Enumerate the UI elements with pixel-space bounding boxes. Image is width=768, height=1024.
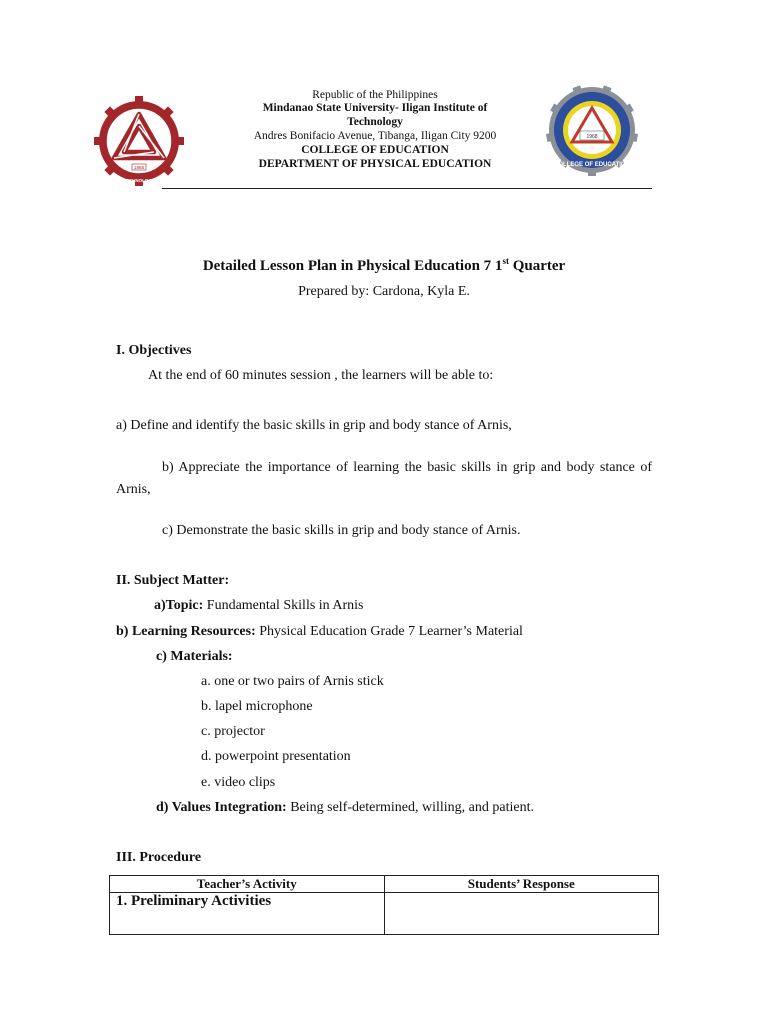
procedure-table bbox=[109, 875, 659, 935]
material-item: a. one or two pairs of Arnis stick bbox=[201, 674, 384, 689]
topic-line: a)Topic: Fundamental Skills in Arnis bbox=[154, 598, 364, 613]
header-department: DEPARTMENT OF PHYSICAL EDUCATION bbox=[258, 158, 492, 170]
header-divider bbox=[162, 188, 652, 189]
objective-a: a) Define and identify the basic skills in grip and body stance of Arnis, bbox=[116, 418, 512, 433]
subject-matter-heading: II. Subject Matter: bbox=[116, 573, 230, 588]
material-item: b. lapel microphone bbox=[201, 699, 313, 714]
material-item: c. projector bbox=[201, 724, 265, 739]
learning-resources-line: b) Learning Resources: Physical Education Grade 7 Learner’s Material bbox=[116, 624, 523, 639]
svg-text:TECHNOLOGY: TECHNOLOGY bbox=[123, 178, 155, 183]
column-header-teacher: Teacher’s Activity bbox=[110, 876, 385, 893]
prepared-by: Prepared by: Cardona, Kyla E. bbox=[298, 284, 470, 299]
objectives-heading: I. Objectives bbox=[116, 343, 192, 358]
materials-heading: c) Materials: bbox=[156, 649, 233, 664]
svg-text:COLLEGE OF EDUCATION: COLLEGE OF EDUCATION bbox=[554, 162, 630, 168]
msu-iit-seal-logo bbox=[94, 96, 184, 186]
svg-text:1968: 1968 bbox=[133, 165, 145, 170]
table-cell-teacher: 1. Preliminary Activities bbox=[110, 893, 385, 935]
column-header-students: Students’ Response bbox=[384, 876, 659, 893]
header-university-cont: Technology bbox=[347, 116, 403, 128]
header-university: Mindanao State University- Iligan Institute of bbox=[262, 102, 488, 114]
objectives-intro: At the end of 60 minutes session , the learners will be able to: bbox=[148, 368, 494, 383]
document-title: Detailed Lesson Plan in Physical Education 7 1st Quarter bbox=[202, 256, 566, 274]
table-row bbox=[110, 893, 659, 935]
table-cell-students bbox=[384, 893, 659, 935]
material-item: e. video clips bbox=[201, 775, 276, 790]
header-address: Andres Bonifacio Avenue, Tibanga, Iligan City 9200 bbox=[253, 130, 497, 142]
header-college: COLLEGE OF EDUCATION bbox=[301, 144, 449, 156]
material-item: d. powerpoint presentation bbox=[201, 749, 351, 764]
values-integration-line: d) Values Integration: Being self-determined, willing, and patient. bbox=[156, 800, 534, 815]
table-header-row bbox=[110, 876, 659, 893]
procedure-heading: III. Procedure bbox=[116, 850, 202, 865]
objective-c: c) Demonstrate the basic skills in grip and body stance of Arnis. bbox=[162, 523, 521, 538]
college-of-education-seal-logo bbox=[546, 84, 638, 176]
objective-b: b) Appreciate the importance of learning the basic skills in grip and body stance of Arnis, bbox=[116, 460, 652, 497]
svg-text:1968: 1968 bbox=[586, 134, 598, 140]
header-republic: Republic of the Philippines bbox=[312, 89, 438, 101]
